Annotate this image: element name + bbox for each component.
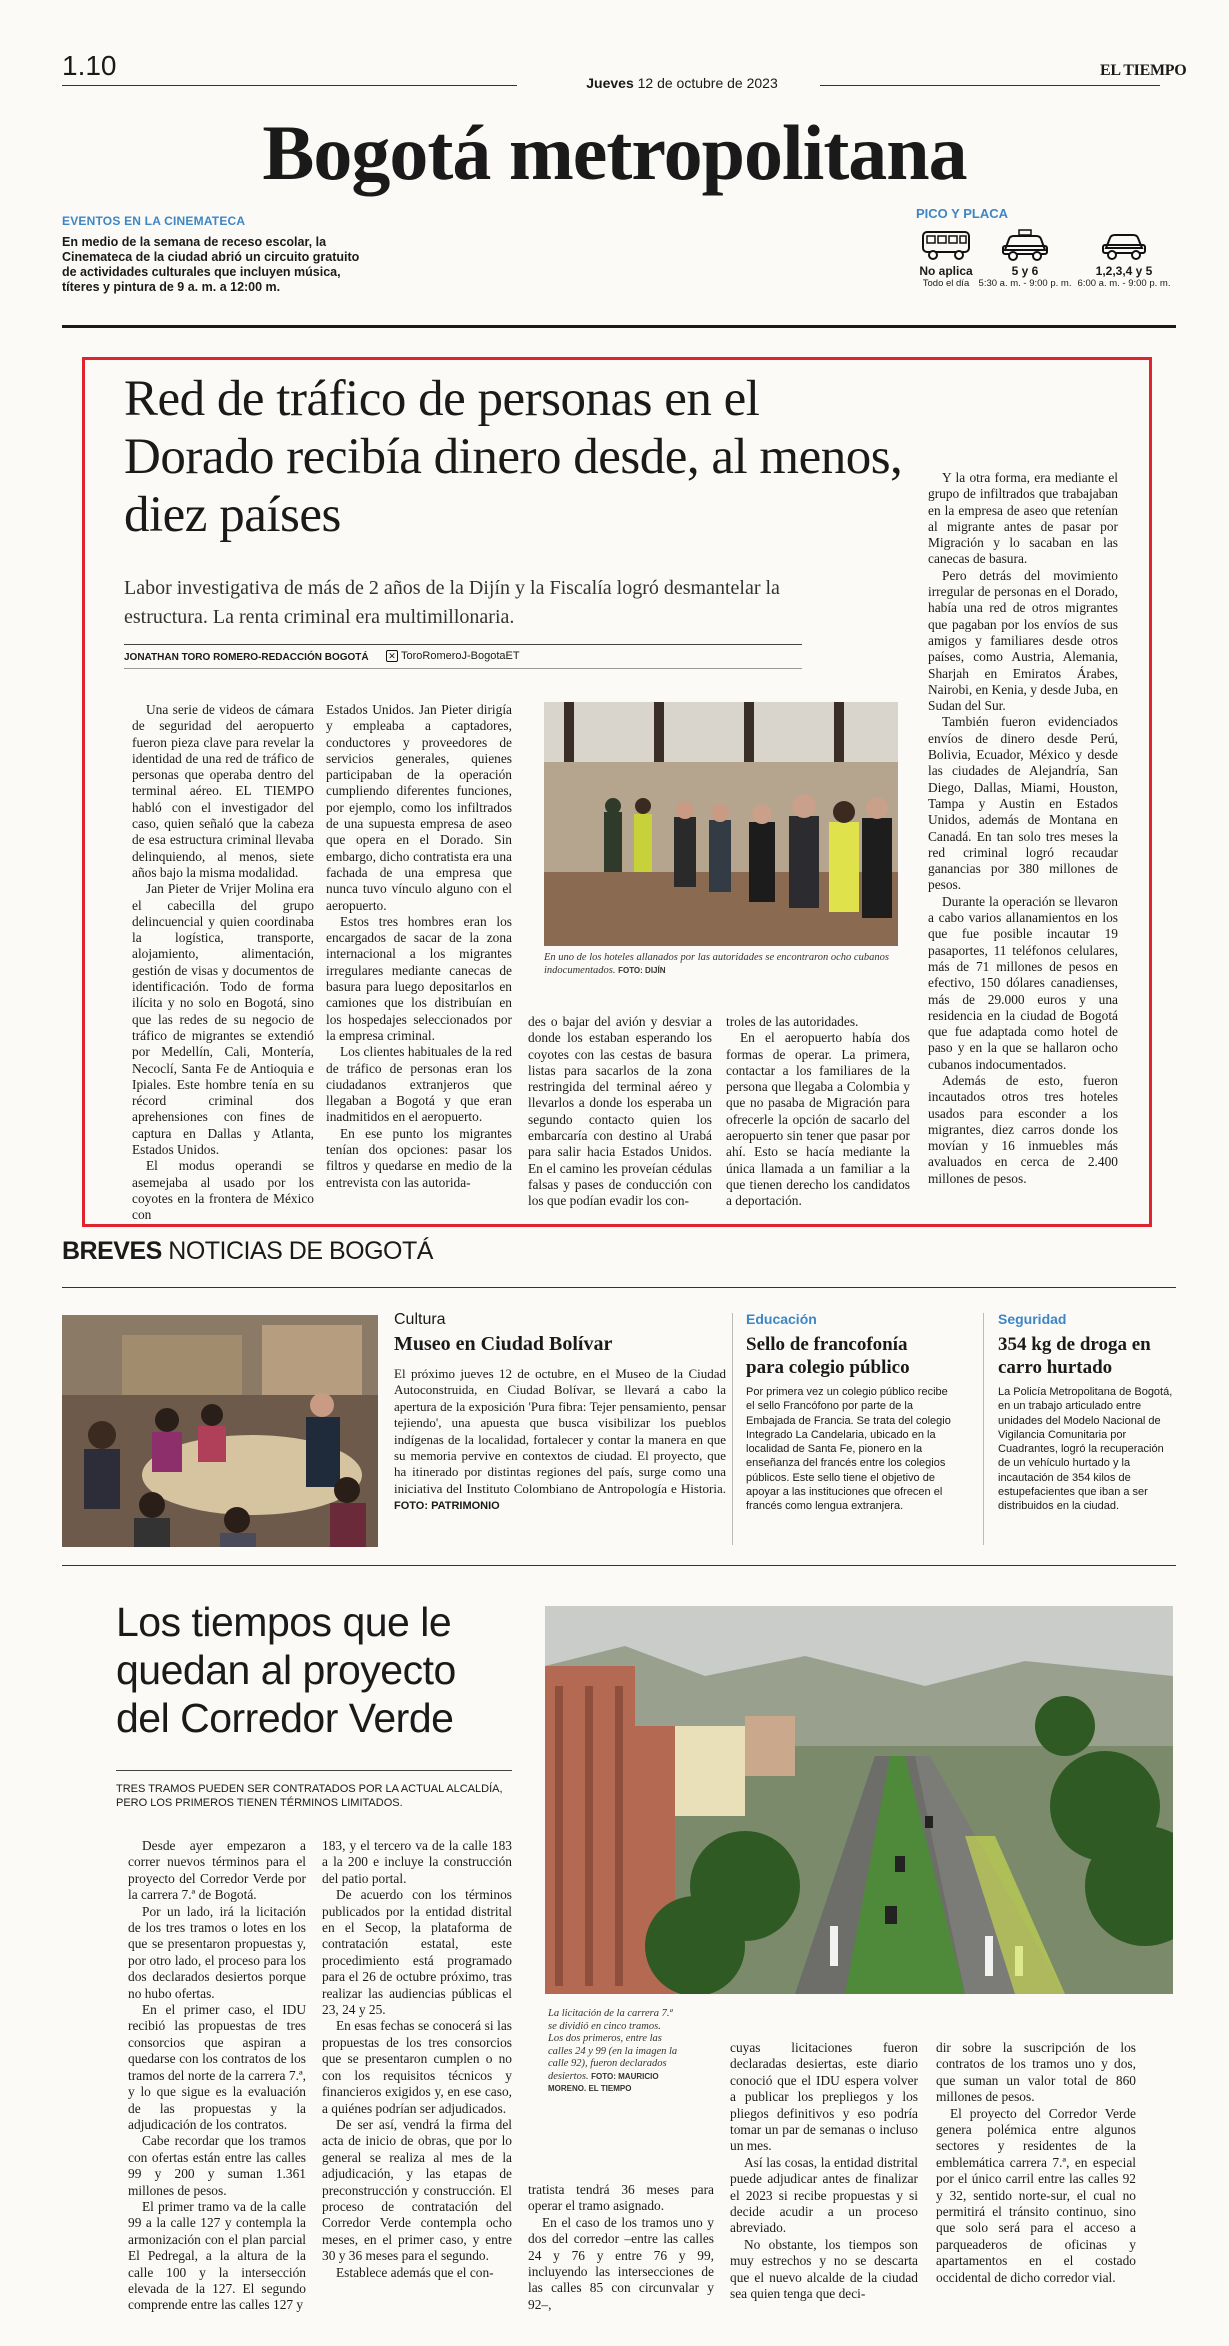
- seguridad-title: 354 kg de droga en carro hurtado: [998, 1334, 1151, 1378]
- second-headline: Los tiempos que le quedan al proyecto del Corredor Verde: [116, 1599, 456, 1741]
- photo-museum: [62, 1315, 378, 1547]
- breves-header-bold: BREVES: [62, 1237, 162, 1265]
- photo-caption: [544, 952, 898, 977]
- paragraph: De acuerdo con los términos publicados por la entidad distrital en el Secop, la plataforma de contratación estatal, este procedimiento está programado para el 26 de octubre próximo, tras realizar las audiencias públicas el 23, 24 y 25.: [322, 1887, 512, 2018]
- paragraph: dir sobre la suscripción de los contratos de los tramos uno y dos, que suman un valor total de 860 millones de pesos.: [936, 2040, 1136, 2105]
- second-photo-caption: [548, 2008, 678, 2096]
- paragraph: Estados Unidos. Jan Pieter dirigía y empleaba a captadores, conductores y proveedores de servicios generales, quienes participaban de la operación cumpliendo diferentes funciones, por ejemplo, como los infiltrados de una supuesta empresa de aseo que opera en el Dorado. Sin embargo, dicho contratista era una fachada de una empresa que nunca tuvo vínculo alguno con el aeropuerto.: [326, 702, 512, 913]
- paragraph: Pero detrás del movimiento irregular de personas en el Dorado, había una red de otros migrantes que pagaban por los envíos de sus amigos y familiares desde otros países, como Austria, Alemania, Sharjah en Emiratos Árabes, Nairobi, en Kenia, y desde Juba, en Sudan del Sur.: [928, 567, 1119, 714]
- paragraph: Además de esto, fueron incautados otros tres hoteles usados para esconder a los migrantes, diez carros donde los movían y 16 inmuebles más avaluados en cerca de 2.400 millones de pesos.: [928, 1072, 1118, 1186]
- pico-placa-bus-value: No aplica: [919, 264, 973, 278]
- byline-rule: [124, 644, 802, 645]
- educacion-title: Sello de francofonía para colegio público: [746, 1334, 910, 1378]
- second-photo-credit: FOTO: MAURICIO MORENO. EL TIEMPO: [548, 2071, 659, 2093]
- cultura-title: Museo en Ciudad Bolívar: [394, 1333, 613, 1355]
- second-subhead: TRES TRAMOS PUEDEN SER CONTRATADOS POR LA ACTUAL ALCALDÍA, PERO LOS PRIMEROS TIENEN TÉRMINOS LIMITADOS.: [116, 1783, 503, 1809]
- breves-rule: [62, 1287, 1176, 1288]
- photo-caption-text: En uno de los hoteles allanados por las autoridades se encontraron ocho cubanos indocumentados.: [544, 952, 889, 976]
- pico-placa-car-time: 6:00 a. m. - 9:00 p. m.: [1077, 278, 1171, 289]
- paragraph: El modus operandi se asemejaba al usado por los coyotes en la frontera de México con: [132, 1158, 314, 1223]
- social-handle-text: ToroRomeroJ-BogotaET: [401, 650, 520, 662]
- paragraph: El proyecto del Corredor Verde genera polémica entre algunos sectores y residentes de la emblemática carrera 7.ª, en especial por el único carril entre las calles 92 y 32, sentido norte-sur, el cual no permitirá el tránsito continuo, sino que solo será para el acceso a parqueaderos de oficinas y apartamentos en el costado occidental de dicho corredor vial.: [936, 2105, 1136, 2285]
- main-headline: Red de tráfico de personas en el Dorado recibía dinero desde, al menos, diez países: [124, 371, 903, 543]
- dateline-rule-left: [62, 85, 517, 86]
- car-icon: [1098, 228, 1150, 262]
- paragraph: En el primer caso, el IDU recibió las propuestas de tres consorcios que aspiran a quedarse con los contratos de los tramos del norte de la carrera 7.ª, y lo que sigue es la evaluación de las propuestas y la adjudicación de los contratos.: [128, 2002, 306, 2132]
- paragraph: des o bajar del avión y desviar a donde los estaban esperando los coyotes con las cestas de basura listas para sacarlos de la zona restringida del terminal aéreo y llevarlos a donde los esperaba un segundo contacto quien los embarcaría con destino al Urabá para salir hacia Estados Unidos. En el camino les proveían cédulas falsas y pases de conducción con los que podían evadir los con-: [528, 1014, 712, 1209]
- paragraph: En esas fechas se conocerá si las propuestas de los tres consorcios que se presentaron cumplen o no con los requisitos técnicos y financieros exigidos y, en ese caso, a quiénes podrían ser adjudicados.: [322, 2018, 512, 2116]
- paragraph: No obstante, los tiempos son muy estrechos y no se descarta que el nuevo alcalde de la ciudad sea quien tenga que deci-: [730, 2236, 918, 2302]
- paragraph: Por un lado, irá la licitación de los tres tramos o lotes en los que se presentaron propuestas y, por otro lado, el proceso para los dos declarados desiertos porque no hubo ofertas.: [128, 1903, 306, 2001]
- cultura-kicker: Cultura: [394, 1311, 446, 1328]
- paragraph: También fueron evidenciados envíos de dinero desde Perú, Bolivia, Ecuador, México y desde las ciudades de Alejandría, San Diego, Dallas, Miami, Houston, Tampa y Austin en Estados Unidos, además de Montana en Canadá. En tan solo tres meses la red criminal logró recaudar ganancias por 380 millones de pesos.: [928, 714, 1118, 893]
- second-col-4: [730, 2040, 918, 2303]
- paragraph: Y la otra forma, era mediante el grupo de infiltrados que trabajaban en la empresa de aseo que retenían al migrante antes de pasar por Migración y lo sacaban en las canecas de basura.: [928, 470, 1118, 567]
- section-title: Bogotá metropolitana: [262, 109, 967, 196]
- seguridad-kicker: Seguridad: [998, 1311, 1067, 1327]
- page-number: 1.10: [62, 50, 117, 81]
- paragraph: 183, y el tercero va de la calle 183 a la 200 e incluye la construcción del patio portal.: [322, 1838, 512, 1886]
- photo-corredor-image: [545, 1606, 1173, 1994]
- paragraph: troles de las autoridades.: [726, 1014, 859, 1029]
- cultura-body: [394, 1366, 726, 1515]
- breves-header-rest: NOTICIAS DE BOGOTÁ: [168, 1237, 433, 1265]
- cultura-credit: FOTO: PATRIMONIO: [394, 1500, 500, 1513]
- cultura-body-text: El próximo jueves 12 de octubre, en el Museo de la Ciudad Autoconstruida, en Ciudad Bolívar, se llevará a cabo la apertura de la exposición 'Pura fibra: Tejer pensamiento, pensar tejiendo', una apuesta que busca visibilizar los pueblos indígenas de la localidad, fortalecer y contar la manera en que su memoria pervive en contextos de ciudad. El proyecto, que ha itinerado por distintas regiones del país, surge como una iniciativa del Instituto Colombiano de Antropología e Historia.: [394, 1366, 726, 1496]
- second-col-2: [322, 1838, 512, 2281]
- second-col-5: [936, 2040, 1136, 2286]
- photo-museum-image: [62, 1315, 378, 1547]
- educacion-body: Por primera vez un colegio público recibe el sello Francófono por parte de la Embajada de Francia. Se trata del colegio Integrado La Candelaria, ubicado en la localidad de Santa Fe, pionero en la enseñanza del francés entre los colegios públicos. Este sello tiene el objetivo de apoyar a las instituciones que ofrecen el francés como lengua extranjera.: [746, 1386, 951, 1513]
- photo-police-image: [544, 702, 898, 946]
- breves-divider-1: [732, 1313, 733, 1545]
- paragraph: El primer tramo va de la calle 99 a la calle 127 y contempla la armonización con el plan parcial El Pedregal, a la altura de la calle 100 y la intersección elevada de la 127. El segundo comprende entre las calles 127 y: [128, 2198, 306, 2313]
- pico-placa-label: PICO Y PLACA: [916, 206, 1008, 221]
- paragraph: tratista tendrá 36 meses para operar el tramo asignado.: [528, 2182, 714, 2214]
- paragraph: Establece además que el con-: [336, 2264, 494, 2280]
- paragraph: Cabe recordar que los tramos con ofertas están entre las calles 99 y 200 y suman 1.361 millones de pesos.: [128, 2133, 306, 2198]
- paragraph: De ser así, vendrá la firma del acta de inicio de obras, que por lo general se realiza al mes de la adjudicación, y las etapas de preconstrucción y construcción. El proceso de contratación del Corredor Verde contempla ocho meses, en el primer caso, y entre 30 y 36 meses para el segundo.: [322, 2116, 512, 2264]
- byline: JONATHAN TORO ROMERO-REDACCIÓN BOGOTÁ: [124, 652, 369, 663]
- taxi-icon: [999, 228, 1051, 262]
- paragraph: En ese punto los migrantes tenían dos opciones: pasar los filtros y quedarse en medio de la entrevista con las autorida-: [326, 1125, 512, 1190]
- breves-header: [62, 1237, 433, 1266]
- second-col-1: [128, 1838, 306, 2314]
- main-col-1: [132, 702, 314, 1224]
- paragraph: En el caso de los tramos uno y dos del corredor –entre las calles 24 y 76 y entre 76 y 99, incluyendo las intersecciones de las calles 85 con circunvalar y 92–,: [528, 2214, 714, 2312]
- brand-logo: EL TIEMPO: [1100, 62, 1187, 79]
- social-handle: [386, 650, 520, 662]
- paragraph: Una serie de videos de cámara de seguridad del aeropuerto fueron pieza clave para revelar la identidad de una red de tráfico de personas que operaba dentro del terminal aéreo. EL TIEMPO habló con el investigador del caso, quien señaló que la cabeza de esa estructura criminal llevaba delinquiendo, al menos, siete años bajo la misma modalidad.: [132, 702, 314, 880]
- byline-rule-bottom: [124, 668, 802, 669]
- breves-divider-2: [983, 1313, 984, 1545]
- main-deck: Labor investigativa de más de 2 años de la Dijín y la Fiscalía logró desmantelar la estructura. La renta criminal era multimillonaria.: [124, 577, 780, 628]
- seguridad-body: La Policía Metropolitana de Bogotá, en un trabajo articulado entre unidades del Modelo Nacional de Vigilancia Comunitaria por Cuadrantes, logró la recuperación de un vehículo hurtado y la incautación de 354 kilos de estupefacientes que iban a ser distribuidos en la ciudad.: [998, 1386, 1173, 1513]
- photo-credit: FOTO: DIJÍN: [618, 965, 666, 975]
- main-col-2: [326, 702, 512, 1191]
- paragraph: cuyas licitaciones fueron declaradas desiertas, este diario conoció que el IDU espera volver a publicar los prepliegos y los pliegos definitivos y eso podría tomar un par de semanas o incluso un mes.: [730, 2040, 918, 2154]
- photo-police-operation: [544, 702, 898, 946]
- dateline: [62, 75, 1174, 92]
- paragraph: Así las cosas, la entidad distrital puede adjudicar antes de finalizar el 2023 si recibe propuestas y si decide acudir a un proceso abreviado.: [730, 2154, 918, 2236]
- paragraph: En el aeropuerto había dos formas de operar. La primera, contactar a los familiares de la persona que llegaba a Colombia y que no pasaba de Migración para ofrecerle la opción de sacarlo del aeropuerto sin tener que pasar por ahí. Esto se hacía mediante la única llamada a un familiar a la que tienen derecho los candidatos a deportación.: [726, 1030, 910, 1209]
- pico-placa-taxi-value: 5 y 6: [1011, 264, 1039, 278]
- main-col-5: [928, 470, 1118, 1187]
- paragraph: Jan Pieter de Vrijer Molina era el cabecilla del grupo delincuencial y quien coordinaba la logística, transporte, alojamiento, alimentación, gestión de visas y documentos de identificación. Todo de forma ilícita y no solo en Bogotá, sino que las redes de su negocio de tráfico de migrantes se extendió por Medellín, Cali, Montería, Necoclí, Santa Fe de Antioquia e Ipiales. Este hombre tenía en su récord criminal dos aprehensiones con fines de captura en Dallas y Atlanta, Estados Unidos.: [132, 881, 314, 1158]
- paragraph: Desde ayer empezaron a correr nuevos términos para el proyecto del Corredor Verde por la carrera 7.ª de Bogotá.: [128, 1838, 306, 1903]
- educacion-kicker: Educación: [746, 1311, 817, 1327]
- subhead-rule: [116, 1770, 512, 1771]
- pico-placa-car: [1064, 228, 1184, 289]
- dateline-rule-right: [820, 85, 1160, 86]
- photo-corredor-verde: [545, 1606, 1173, 1994]
- paragraph: Estos tres hombres eran los encargados de sacar de la zona internacional a los migrantes irregulares mediante canecas de basura para luego depositarlos en camiones que los distribuían en los hospedajes seleccionados por la empresa criminal.: [326, 913, 512, 1043]
- paragraph: Durante la operación se llevaron a cabo varios allanamientos en los que fue posible incautar 19 pasaportes, 11 teléfonos celulares, más de 71 millones de pesos en efectivo, 150 dólares canadienses, más de 29.000 euros y una residencia en la ciudad de Bogotá que fue adaptada como hotel de paso y en la que se hallaron ocho cubanos indocumentados.: [928, 893, 1118, 1072]
- pico-placa-taxi-time: 5:30 a. m. - 9:00 p. m.: [978, 278, 1072, 289]
- section-rule: [62, 1565, 1176, 1566]
- main-col-4: [726, 1014, 910, 1210]
- second-col-3: [528, 2182, 714, 2313]
- pico-placa-bus-time: Todo el día: [922, 278, 970, 289]
- main-col-3: [528, 1014, 712, 1210]
- eventos-text: En medio de la semana de receso escolar, la Cinemateca de la ciudad abrió un circuito gratuito de actividades culturales que incluyen música, títeres y pintura de 9 a. m. a 12:00 m.: [62, 235, 360, 294]
- eventos-label: EVENTOS EN LA CINEMATECA: [62, 214, 246, 228]
- date: [532, 75, 832, 91]
- masthead-rule: [62, 325, 1176, 328]
- x-logo-icon: ✕: [386, 650, 398, 662]
- paragraph: Los clientes habituales de la red de tráfico de personas eran los ciudadanos extranjeros que llegaban a Bogotá y que eran inadmitidos en el aeropuerto.: [326, 1044, 512, 1125]
- date-day: Jueves: [586, 75, 634, 91]
- second-photo-caption-text: La licitación de la carrera 7.ª se dividió en cinco tramos. Los dos primeros, entre las calles 24 y 99 (en la imagen la calle 92), fueron declarados desiertos.: [548, 2008, 678, 2082]
- pico-placa-car-value: 1,2,3,4 y 5: [1095, 264, 1153, 278]
- date-rest: 12 de octubre de 2023: [637, 75, 778, 91]
